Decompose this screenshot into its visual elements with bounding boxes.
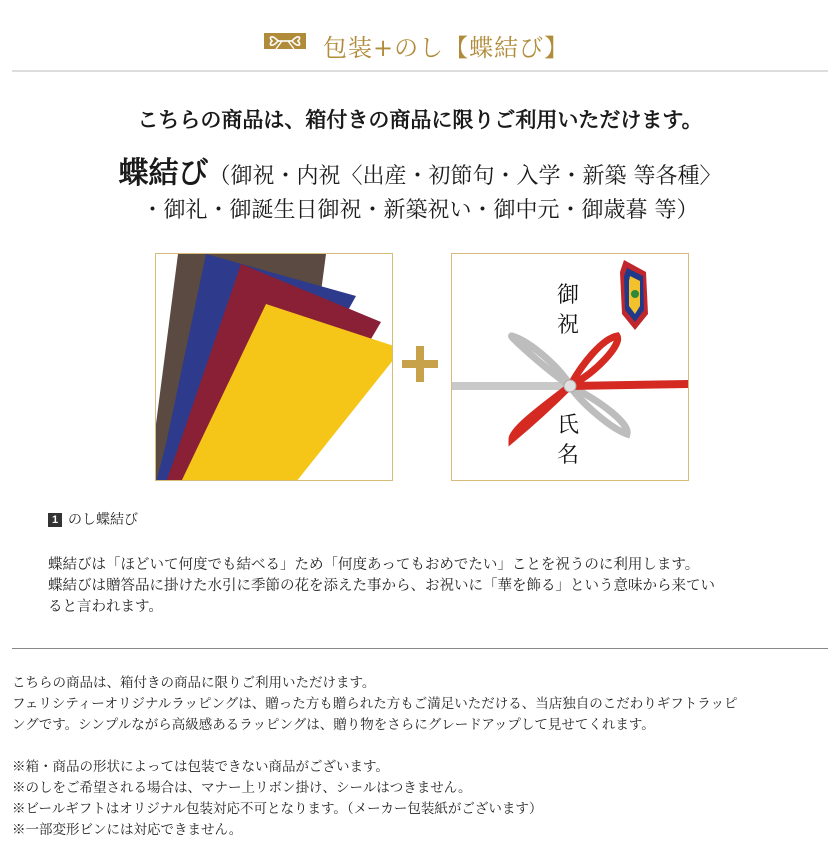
wrapping-paper-image [155,253,393,481]
noshi-top-text-1: 御祝 [556,283,580,338]
noshi-type-name: 蝶結び [118,156,209,191]
section-header [0,0,840,72]
noshi-image [451,253,689,481]
caution-line: ※のしをご希望される場合は、マナー上リボン掛け、シールはつきません。 [12,780,472,795]
notes-intro-line: ングです。シンプルながら高級感あるラッピングは、贈り物をさらにグレードアップして見せてくれます。 [12,717,655,732]
section-divider [12,648,828,649]
noshi-ribbon-icon [264,31,306,51]
lead-text: こちらの商品は、箱付きの商品に限りご利用いただけます。 [137,107,703,132]
caution-line: ※一部変形ビンには対応できません。 [12,822,243,837]
notes-block [12,672,828,840]
caption-number: 1 [48,513,62,527]
noshi-paper [452,254,689,481]
header-divider [12,70,828,72]
noshi-ornament-icon [620,260,648,330]
section-title: 包装+のし【蝶結び】 [323,34,570,62]
noshi-type-description-1: （御祝・内祝〈出産・初節句・入学・新築 等各種〉 [208,164,722,189]
plus-icon [400,344,440,384]
image-caption [48,509,138,529]
noshi-type-description-2: ・御礼・御誕生日御祝・新築祝い・御中元・御歳暮 等） [141,198,699,223]
noshi-type-heading [0,148,840,192]
noshi-bottom-text: 氏名 [556,413,580,468]
caption-label: のし蝶結び [68,511,138,527]
explanation-text [48,555,808,618]
notes-intro-line: こちらの商品は、箱付きの商品に限りご利用いただけます。 [12,675,376,690]
wrapping-paper-samples [156,254,393,481]
caution-line: ※ビールギフトはオリジナル包装対応不可となります。（メーカー包装紙がございます） [12,801,543,816]
explanation-line: 蝶結びは「ほどいて何度でも結べる」ため「何度あってもおめでたい」ことを祝うのに利用します。 [48,557,700,573]
explanation-line: 蝶結びは贈答品に掛けた水引に季節の花を添えた事から、お祝いに「華を飾る」という意味から来てい [48,578,715,594]
caution-line: ※箱・商品の形状によっては包装できない商品がございます。 [12,759,389,774]
explanation-line: ると言われます。 [48,599,163,615]
notes-intro-line: フェリシティーオリジナルラッピングは、贈った方も贈られた方もご満足いただける、当店独自のこだわりギフトラッピ [12,696,738,711]
